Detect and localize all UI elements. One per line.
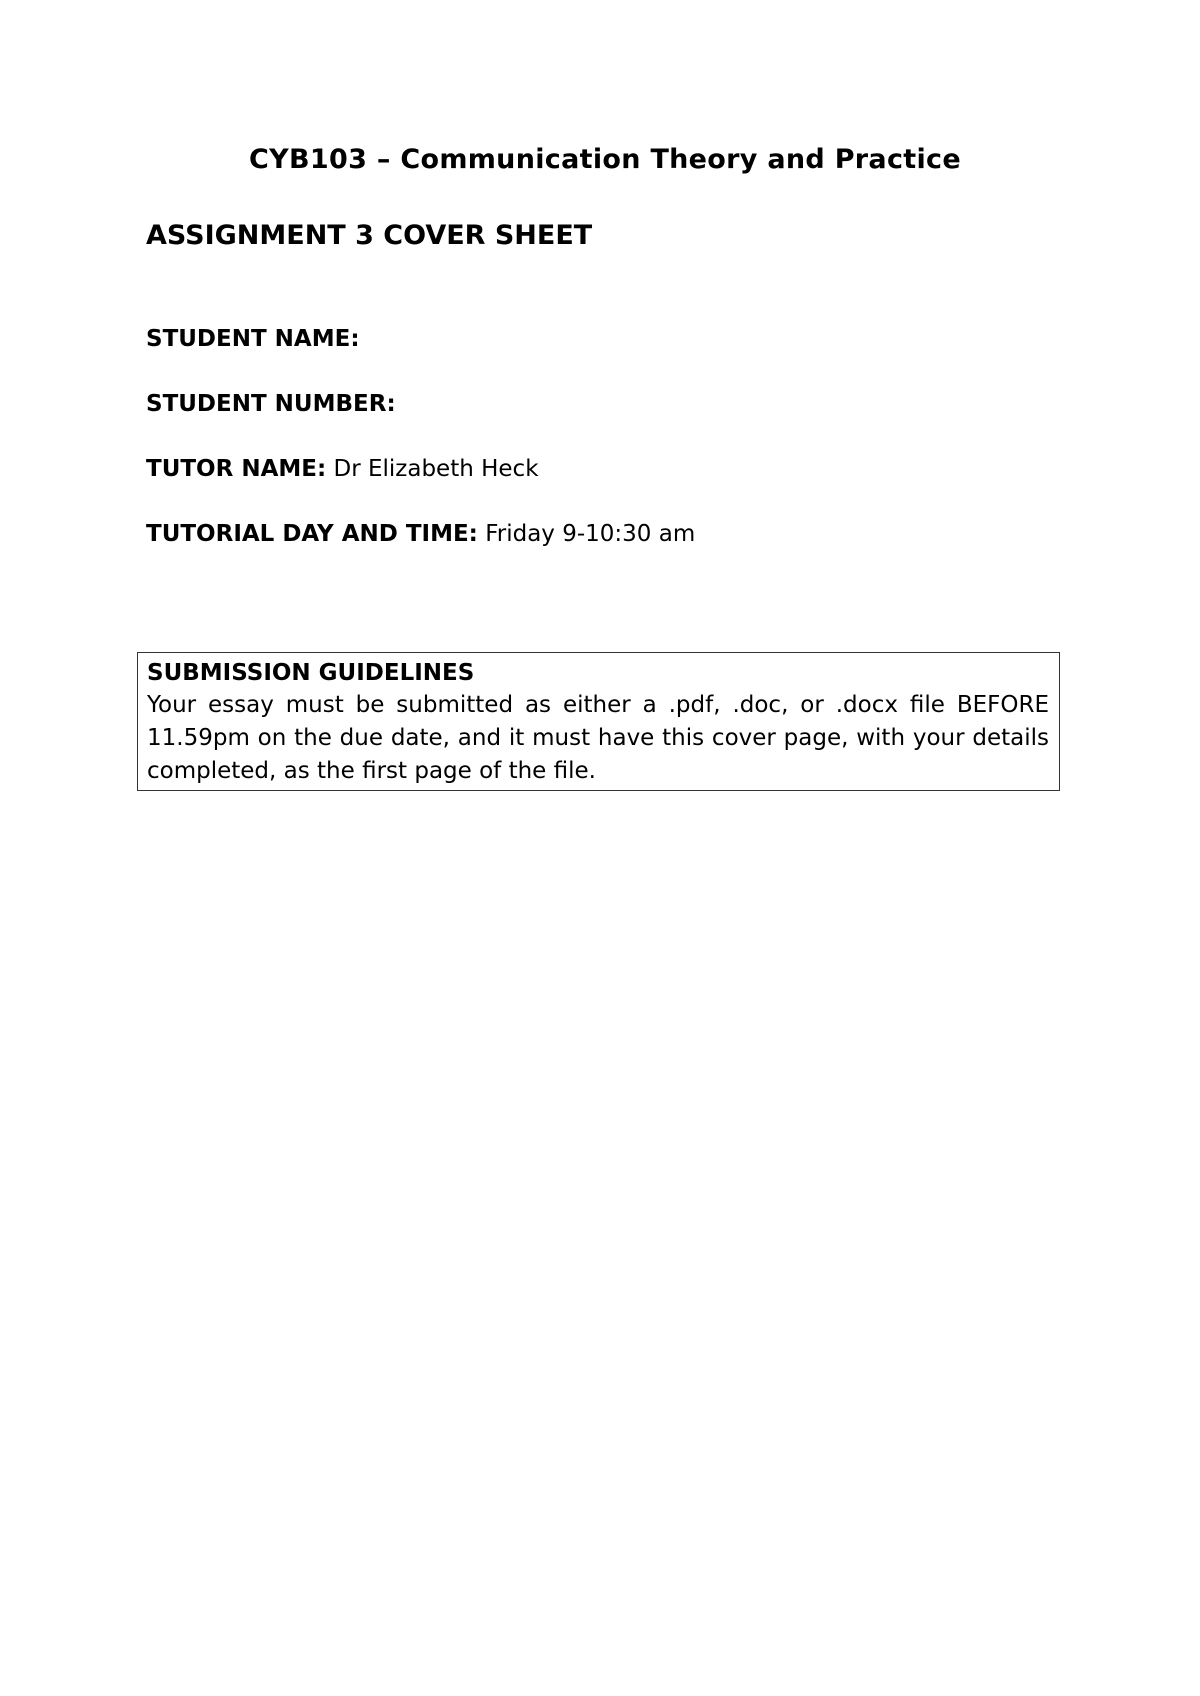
- submission-guidelines-box: [137, 652, 1060, 791]
- field-label: STUDENT NUMBER:: [146, 391, 396, 417]
- field-label: STUDENT NAME:: [146, 326, 360, 352]
- field-label: TUTOR NAME:: [146, 456, 327, 482]
- course-title: CYB103 – Communication Theory and Practice: [249, 144, 961, 175]
- assignment-heading: ASSIGNMENT 3 COVER SHEET: [146, 220, 593, 251]
- field-value: Dr Elizabeth Heck: [333, 456, 539, 482]
- field-value: Friday 9-10:30 am: [485, 521, 696, 547]
- student-name-field: [146, 324, 1066, 354]
- student-number-field: [146, 389, 1066, 419]
- guidelines-title: SUBMISSION GUIDELINES: [147, 660, 475, 686]
- guidelines-text: Your essay must be submitted as either a .pdf, .doc, or .docx file BEFORE 11.59pm on the due date, and it must have this cover page, with your details completed, as the first page of the file.: [147, 692, 1049, 784]
- tutor-name-field: [146, 454, 1066, 484]
- cover-sheet-fields: [146, 324, 1066, 584]
- field-label: TUTORIAL DAY AND TIME:: [146, 521, 478, 547]
- tutorial-day-time-field: [146, 519, 1066, 549]
